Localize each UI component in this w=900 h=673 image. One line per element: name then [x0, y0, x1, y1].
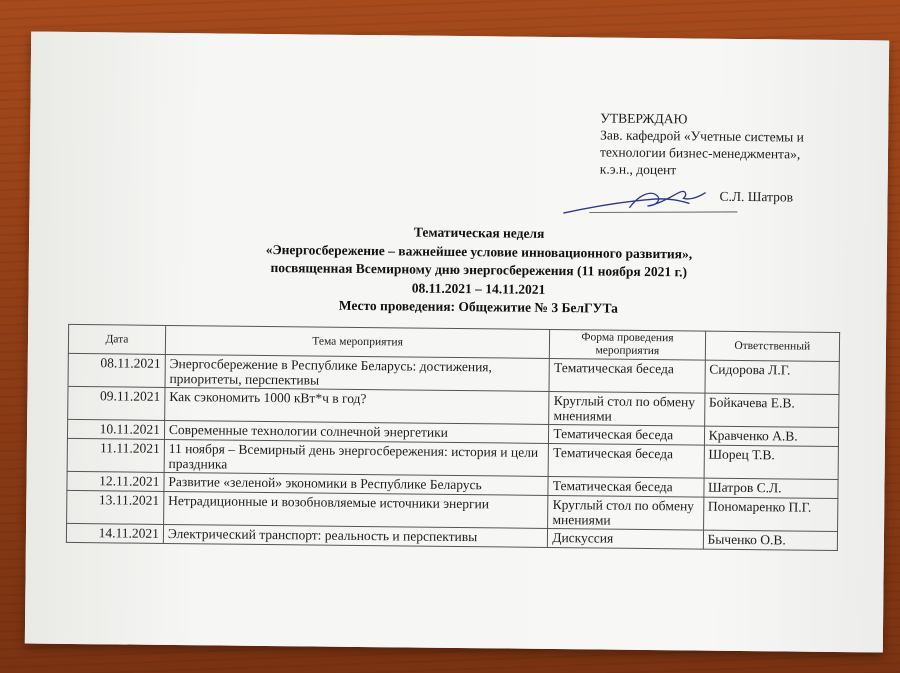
row-topic: Развитие «зеленой» экономики в Республике Беларусь: [164, 472, 549, 495]
header-responsible: Ответственный: [705, 331, 840, 361]
row-date: 12.11.2021: [67, 471, 164, 491]
row-form: Тематическая беседа: [548, 476, 703, 497]
header-topic: Тема мероприятия: [165, 325, 550, 358]
approval-position-line-1: Зав. кафедрой «Учетные системы и: [600, 127, 804, 145]
row-topic: Современные технологии солнечной энергетики: [164, 420, 549, 443]
row-date: 09.11.2021: [68, 386, 165, 420]
row-responsible: Быченко О.В.: [703, 530, 838, 550]
heading-dates: 08.11.2021 – 14.11.2021: [411, 280, 546, 297]
approval-block: [600, 109, 851, 180]
row-form: Тематическая беседа: [549, 358, 705, 393]
row-topic: 11 ноября – Всемирный день энергосбережения: история и цели праздника: [164, 439, 549, 476]
header-date: Дата: [68, 324, 165, 354]
schedule-table: [66, 324, 840, 551]
row-responsible: Сидорова Л.Г.: [705, 360, 840, 394]
row-topic: Энергосбережение в Республике Беларусь: достижения, приоритеты, перспективы: [165, 354, 550, 391]
document-sheet: [25, 32, 889, 653]
row-topic: Как сэкономить 1000 кВт*ч в год?: [165, 387, 550, 424]
approval-title: УТВЕРЖДАЮ: [600, 110, 688, 127]
row-date: 13.11.2021: [67, 490, 164, 524]
approval-position-line-2: технологии бизнес-менеджмента»,: [599, 144, 801, 162]
signer-name: С.Л. Шатров: [719, 188, 794, 205]
row-date: 11.11.2021: [67, 438, 164, 472]
heading-venue: Место проведения: Общежитие № 3 БелГУТа: [338, 297, 618, 316]
heading-line-3: посвященная Всемирному дню энергосбережения (11 ноября 2021 г.): [270, 260, 688, 280]
row-form: Круглый стол по обмену мнениями: [549, 391, 705, 426]
row-date: 08.11.2021: [68, 353, 165, 387]
approval-degree: к.э.н., доцент: [599, 161, 677, 178]
row-form: Тематическая беседа: [549, 424, 704, 445]
heading-line-1: Тематическая неделя: [413, 224, 545, 241]
row-date: 10.11.2021: [67, 419, 164, 439]
row-form: Тематическая беседа: [548, 443, 704, 478]
header-form: Форма проведения мероприятия: [550, 329, 706, 360]
row-responsible: Шорец Т.В.: [704, 445, 839, 479]
handwritten-signature: [559, 185, 739, 219]
heading-line-2: «Энергосбережение – важнейшее условие инновационного развития»,: [265, 241, 693, 261]
row-form: Дискуссия: [548, 528, 703, 549]
row-responsible: Бойкачева Е.В.: [704, 393, 839, 427]
row-topic: Нетрадиционные и возобновляемые источники энергии: [163, 491, 548, 528]
row-responsible: Пономаренко П.Г.: [703, 497, 838, 531]
row-responsible: Кравченко А.В.: [704, 426, 839, 446]
row-responsible: Шатров С.Л.: [703, 478, 838, 498]
row-form: Круглый стол по обмену мнениями: [548, 495, 704, 530]
row-topic: Электрический транспорт: реальность и перспективы: [163, 524, 548, 547]
document-heading: [178, 221, 779, 320]
row-date: 14.11.2021: [66, 523, 163, 543]
